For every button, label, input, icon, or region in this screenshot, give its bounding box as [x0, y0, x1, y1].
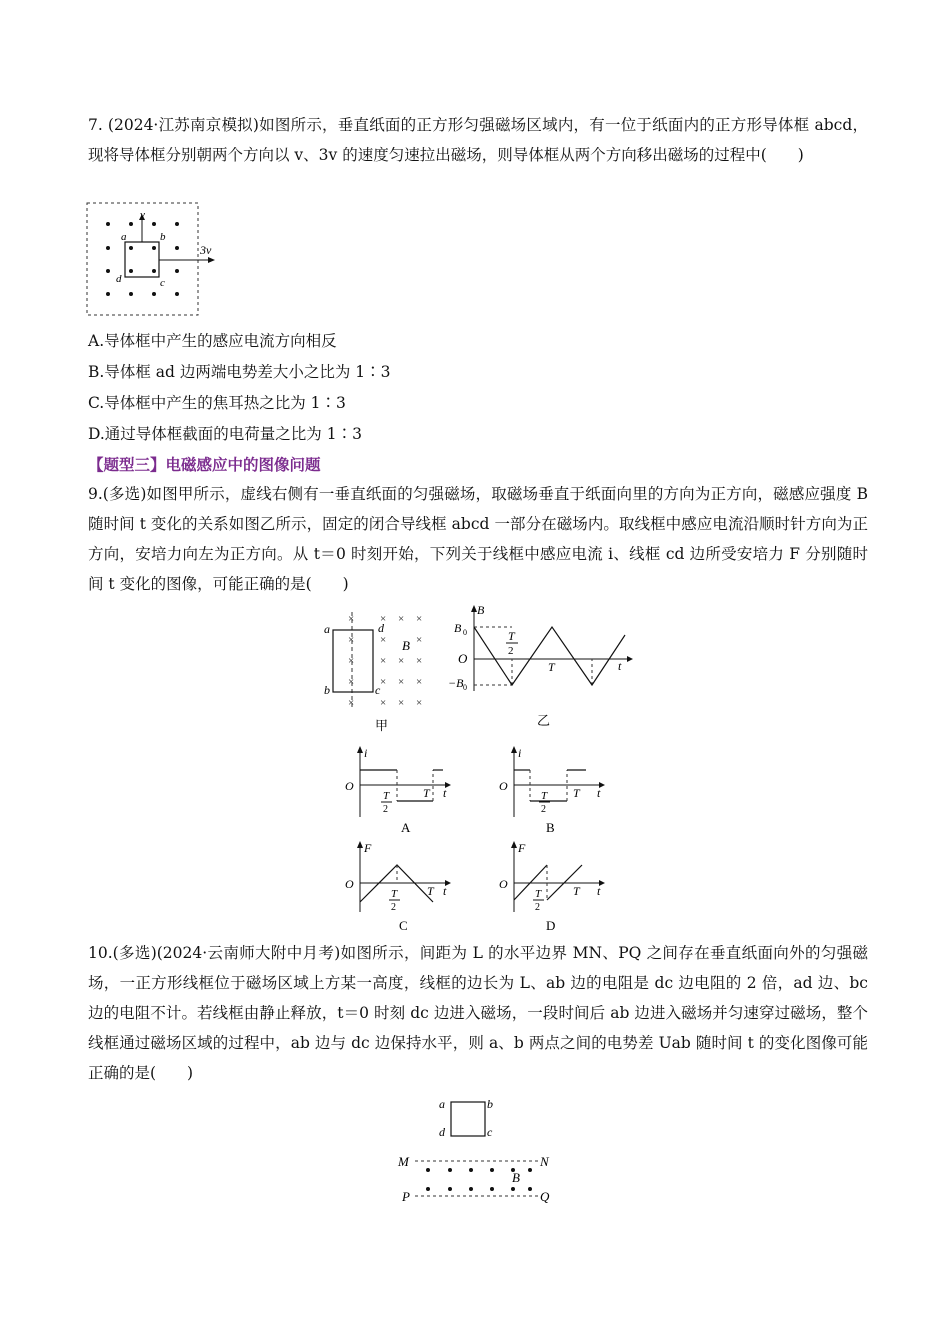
q7-option-d: D.通过导体框截面的电荷量之比为 1∶3 [88, 425, 362, 443]
graph-d-period: T [573, 884, 580, 898]
velocity-3v-label: 3v [200, 243, 212, 257]
graph-a-origin: O [345, 779, 354, 793]
graph-b-t-label: t [597, 786, 601, 800]
graph-b-half-den: 2 [541, 804, 546, 815]
jia-corner-a: a [324, 622, 330, 636]
graph-a-y-label: i [364, 746, 368, 760]
graph-a-t-label: t [443, 786, 447, 800]
graph-b-y-label: i [518, 746, 522, 760]
q7-option-a: A.导体框中产生的感应电流方向相反 [88, 332, 337, 350]
graph-b-period: T [573, 786, 580, 800]
svg-text:×: × [348, 655, 355, 667]
jia-corner-c: c [375, 683, 381, 697]
graph-d-y-label: F [518, 841, 526, 855]
frame-corner-b: b [487, 1097, 493, 1111]
graph-a-caption: A [401, 820, 411, 835]
svg-text:×: × [348, 613, 355, 625]
q7-option-b: B.导体框 ad 边两端电势差大小之比为 1∶3 [88, 363, 391, 381]
graph-b [494, 745, 614, 837]
graph-a [340, 745, 460, 837]
boundary-n-label: N [540, 1154, 549, 1169]
corner-b-label: b [160, 231, 166, 243]
graph-a-half-num: T [383, 790, 390, 802]
yi-origin: O [458, 651, 468, 666]
jia-caption: 甲 [375, 718, 389, 733]
jia-field-b: B [402, 638, 410, 653]
graph-d-half-den: 2 [535, 902, 540, 913]
boundary-q-label: Q [540, 1189, 550, 1204]
graph-c-half-num: T [391, 888, 398, 900]
yi-x-axis-label: t [618, 659, 622, 673]
jia-corner-b: b [324, 683, 330, 697]
graph-b-caption: B [546, 820, 555, 835]
svg-text:×: × [416, 697, 423, 709]
svg-text:×: × [380, 655, 387, 667]
graph-c [340, 840, 460, 935]
svg-text:×: × [398, 613, 405, 625]
question-7-figure [86, 202, 236, 318]
yi-neg-b0-label: −B [448, 676, 464, 690]
graph-c-half-den: 2 [391, 902, 396, 913]
graph-d [494, 840, 614, 935]
svg-text:×: × [416, 613, 423, 625]
graph-b-origin: O [499, 779, 508, 793]
graph-c-caption: C [399, 918, 408, 933]
svg-text:×: × [348, 697, 355, 709]
graph-c-origin: O [345, 877, 354, 891]
yi-caption: 乙 [537, 713, 551, 728]
frame-corner-d: d [439, 1125, 445, 1139]
question-9-text: 9.(多选)如图甲所示，虚线右侧有一垂直纸面的匀强磁场，取磁场垂直于纸面向里的方向为正方向，磁感应强度 B 随时间 t 变化的关系如图乙所示，固定的闭合导线框 abcd 一部分在磁场内。取线框中感应电流沿顺时针方向为正方向，安培力向左为正方向。从 t＝0 时刻开始，下列关于线框中感应电流 i、线框 cd 边所受安培力 F 分别随时间 t 变化的图像，可能正确的是( ) [88, 485, 868, 593]
frame-corner-a: a [439, 1097, 445, 1111]
graph-a-half-den: 2 [383, 804, 388, 815]
question-10-figure [395, 1092, 565, 1207]
field-b-label: B [512, 1170, 520, 1185]
svg-text:×: × [380, 676, 387, 688]
svg-text:×: × [380, 613, 387, 625]
corner-c-label: c [160, 277, 165, 289]
graph-c-t-label: t [443, 884, 447, 898]
graph-d-origin: O [499, 877, 508, 891]
graph-c-period: T [427, 884, 434, 898]
boundary-m-label: M [398, 1154, 409, 1169]
graph-d-t-label: t [597, 884, 601, 898]
yi-b0-subscript: 0 [463, 628, 467, 637]
graph-a-period: T [423, 786, 430, 800]
figure-yi [450, 605, 640, 740]
graph-d-caption: D [546, 918, 556, 933]
velocity-label: v [140, 209, 145, 221]
yi-neg-b0-subscript: 0 [463, 683, 467, 692]
yi-period-label: T [548, 660, 555, 674]
svg-text:×: × [398, 655, 405, 667]
frame-corner-c: c [487, 1125, 493, 1139]
yi-half-period-den: 2 [508, 645, 514, 657]
yi-b0-label: B [454, 621, 462, 635]
svg-text:×: × [348, 676, 355, 688]
yi-half-period-num: T [508, 629, 515, 643]
q7-option-c: C.导体框中产生的焦耳热之比为 1∶3 [88, 394, 346, 412]
yi-y-axis-label: B [477, 603, 485, 617]
question-7-text: 7. (2024·江苏南京模拟)如图所示，垂直纸面的正方形匀强磁场区域内，有一位于纸面内的正方形导体框 abcd，现将导体框分别朝两个方向以 v、3v 的速度匀速拉出磁场，则导体框从两个方向移出磁场的过程中( ) [88, 116, 868, 164]
svg-text:×: × [380, 697, 387, 709]
figure-jia [318, 610, 438, 735]
jia-corner-d: d [378, 621, 384, 635]
svg-text:×: × [398, 676, 405, 688]
question-10-text: 10.(多选)(2024·云南师大附中月考)如图所示，间距为 L 的水平边界 MN、PQ 之间存在垂直纸面向外的匀强磁场，一正方形线框位于磁场区域上方某一高度，线框的边长为 L、ab 边的电阻是 dc 边电阻的 2 倍，ad 边、bc 边的电阻不计。若线框由静止释放，t＝0 时刻 dc 边进入磁场，一段时间后 ab 边进入磁场并匀速穿过磁场，整个线框通过磁场区域的过程中，ab 边与 dc 边保持水平，则 a、b 两点之间的电势差 Uab 随时间 t 的变化图像可能正确的是( ) [88, 944, 868, 1082]
boundary-p-label: P [402, 1189, 410, 1204]
graph-d-half-num: T [535, 888, 542, 900]
svg-text:×: × [416, 655, 423, 667]
corner-a-label: a [121, 231, 127, 243]
svg-text:×: × [416, 634, 423, 646]
svg-text:×: × [380, 634, 387, 646]
graph-b-half-num: T [541, 790, 548, 802]
section-heading: 【题型三】电磁感应中的图像问题 [88, 456, 321, 474]
graph-c-y-label: F [364, 841, 372, 855]
svg-text:×: × [348, 634, 355, 646]
svg-text:×: × [416, 676, 423, 688]
svg-text:×: × [398, 697, 405, 709]
corner-d-label: d [116, 273, 122, 285]
